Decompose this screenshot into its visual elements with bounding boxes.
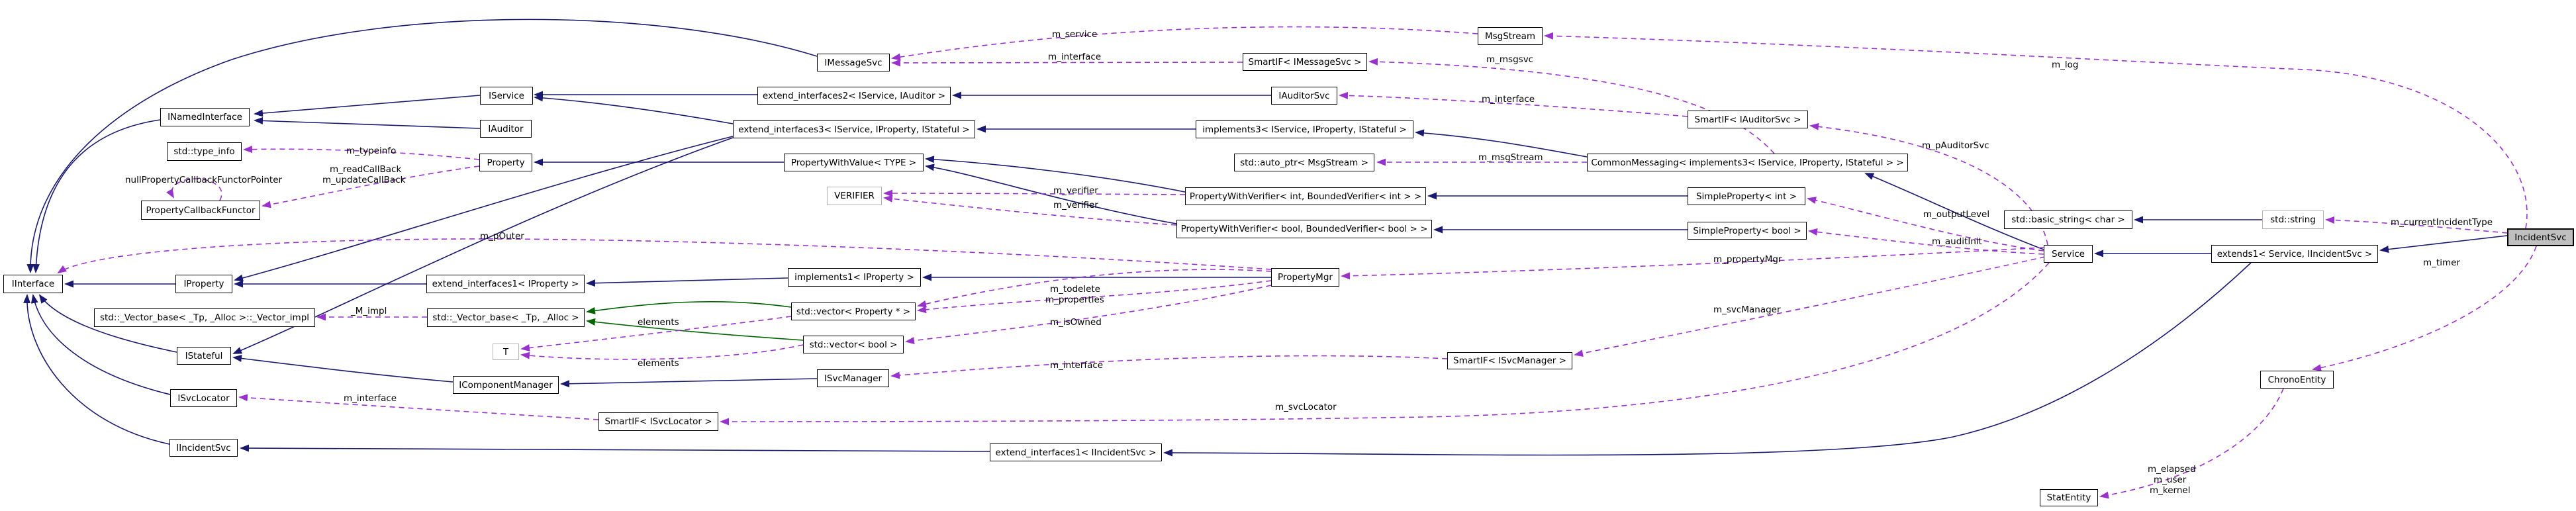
node-msgstream[interactable]: MsgStream	[1478, 27, 1543, 45]
node-propertycallbackfunctor[interactable]: PropertyCallbackFunctor	[141, 201, 260, 220]
edge-INamedInterface-to-IInterface	[36, 120, 160, 272]
node-statentity[interactable]: StatEntity	[2040, 489, 2098, 506]
node-pwv-bool[interactable]: PropertyWithVerifier< bool, BoundedVerifier< bool > >	[1176, 220, 1432, 238]
edge-ISvcManager-to-IComponentManager	[561, 379, 817, 384]
edge-SmartIFISvcManager-to-ISvcManager-m_interface	[892, 356, 1447, 376]
edge-IComponentManager-to-IStateful	[234, 357, 453, 382]
edge-IAuditor-to-INamedInterface	[255, 120, 480, 128]
edge-label-m-todelete: m_todelete	[1050, 284, 1100, 295]
edge-label-m-outputlevel: m_outputLevel	[1923, 209, 1990, 220]
edge-IMessageSvc-to-IInterface	[30, 19, 817, 272]
node-iauditorsvc[interactable]: IAuditorSvc	[1271, 87, 1337, 105]
node-extend-interfaces3[interactable]: extend_interfaces3< IService, IProperty, IStateful >	[733, 120, 975, 138]
edge-label-m-auditinit: m_auditInit	[1932, 236, 1982, 247]
node-implements3[interactable]: implements3< IService, IProperty, IStateful >	[1196, 120, 1413, 138]
node-simpleproperty-int[interactable]: SimpleProperty< int >	[1688, 187, 1805, 205]
edge-vectorBool-to-T-elements	[522, 345, 803, 359]
node-imessagesvc[interactable]: IMessageSvc	[817, 54, 890, 71]
node-icomponentmanager[interactable]: IComponentManager	[453, 376, 559, 394]
edge-Service-to-SmartIFISvcLocator-m_svcLocator	[721, 263, 2049, 422]
edge-extend_interfaces1_IIncidentSvc-to-IIncidentSvc	[241, 448, 990, 451]
node-propertywithvalue[interactable]: PropertyWithValue< TYPE >	[784, 154, 924, 171]
node-incidentsvc[interactable]: IncidentSvc	[2507, 228, 2574, 246]
edge-label-m-verifier: m_verifier	[1053, 185, 1098, 196]
edge-label-m-pauditorsvc: m_pAuditorSvc	[1922, 140, 1989, 151]
node-smartif-imessagesvc[interactable]: SmartIF< IMessageSvc >	[1243, 53, 1367, 71]
node-iservice[interactable]: IService	[480, 87, 533, 105]
edge-label-m-properties: m_properties	[1045, 295, 1104, 305]
edge-label-m-user: m_user	[2154, 475, 2187, 485]
edge-label-elements: elements	[638, 317, 679, 328]
edge-ChronoEntity-to-StatEntity	[2101, 389, 2283, 496]
edge-label-m-propertymgr: m_propertyMgr	[1713, 254, 1782, 265]
edge-Service-to-PropertyMgr-m_propertyMgr	[1342, 248, 2044, 276]
edge-label-m-interface: m_interface	[1050, 360, 1104, 371]
edge-Service-to-SmartIFISvcManager-m_svcManager	[1575, 257, 2045, 355]
node-service[interactable]: Service	[2044, 245, 2093, 263]
node-std-type-info[interactable]: std::type_info	[167, 142, 242, 161]
node-verifier[interactable]: VERIFIER	[827, 187, 882, 205]
edge-vectorProperty-to-VectorBase	[587, 302, 791, 312]
node-chronoentity[interactable]: ChronoEntity	[2260, 371, 2334, 389]
node-smartif-isvclocator[interactable]: SmartIF< ISvcLocator >	[598, 412, 718, 431]
edge-label-m-readcallback: m_readCallBack	[330, 164, 402, 175]
edge-Service-to-SimplePropertyBool-m_auditInit	[1809, 231, 2044, 254]
edge-IncidentSvc-to-extends1	[2381, 236, 2507, 250]
node-simpleproperty-bool[interactable]: SimpleProperty< bool >	[1688, 222, 1807, 240]
edge-SmartIFIMessageSvc-to-IMessageSvc-m_interface	[892, 62, 1243, 63]
edge-label-m-pouter: m_pOuter	[480, 231, 524, 242]
edge-implements1-to-extend_interfaces1	[587, 278, 788, 283]
edge-label-m-timer: m_timer	[2423, 257, 2460, 268]
node-isvclocator[interactable]: ISvcLocator	[170, 389, 237, 407]
node-iauditor[interactable]: IAuditor	[480, 120, 532, 138]
edge-PWVbool-to-VERIFIER-m_verifier	[884, 198, 1176, 225]
edge-label-m-service: m_service	[1052, 29, 1098, 40]
node-extend-interfaces1-iincidentsvc[interactable]: extend_interfaces1< IIncidentSvc >	[990, 443, 1162, 461]
edge-label-nullpropertycallbackfunctorpointer: nullPropertyCallbackFunctorPointer	[125, 175, 283, 185]
edge-label-m-currentincidenttype: m_currentIncidentType	[2391, 217, 2493, 228]
node-vector-base[interactable]: std::_Vector_base< _Tp, _Alloc >	[427, 308, 585, 327]
node-pwv-int[interactable]: PropertyWithVerifier< int, BoundedVerifier< int > >	[1185, 187, 1426, 205]
edge-label-m-updatecallback: m_updateCallBack	[322, 175, 406, 185]
node-std-string[interactable]: std::string	[2262, 210, 2324, 229]
node-auto-ptr-msgstream[interactable]: std::auto_ptr< MsgStream >	[1234, 154, 1374, 171]
edge-label-m-interface: m_interface	[1048, 52, 1102, 62]
edge-label-m-typeinfo: m_typeinfo	[346, 146, 397, 156]
edge-label-m-msgstream: m_msgStream	[1478, 152, 1543, 163]
node-propertymgr[interactable]: PropertyMgr	[1271, 268, 1339, 287]
edge-label-elements: elements	[638, 358, 679, 369]
node-extend-interfaces2[interactable]: extend_interfaces2< IService, IAuditor >	[757, 87, 951, 105]
edge-label-m-isowned: m_isOwned	[1050, 317, 1102, 328]
edge-IService-to-INamedInterface	[255, 95, 480, 114]
node-extend-interfaces1-iproperty[interactable]: extend_interfaces1< IProperty >	[426, 275, 585, 293]
node-vector-base-impl[interactable]: std::_Vector_base< _Tp, _Alloc >::_Vector_impl	[94, 308, 315, 327]
edge-label--m-impl: _M_impl	[351, 306, 387, 316]
node-t-param[interactable]: T	[493, 344, 519, 360]
node-property[interactable]: Property	[479, 154, 532, 171]
node-iincidentsvc[interactable]: IIncidentSvc	[169, 439, 238, 457]
edge-label-m-msgsvc: m_msgsvc	[1486, 54, 1534, 65]
edge-extend_interfaces3-to-IService	[535, 97, 733, 124]
edge-vectorBool-to-VectorBase	[587, 321, 803, 340]
node-smartif-iauditorsvc[interactable]: SmartIF< IAuditorSvc >	[1688, 111, 1808, 128]
edge-label-m-elapsed: m_elapsed	[2148, 464, 2196, 475]
edge-PropertyMgr-to-IInterface-m_pOuter	[58, 239, 1271, 273]
edge-SmartIFISvcLocator-to-ISvcLocator-m_interface	[240, 397, 598, 420]
node-implements1-iproperty[interactable]: implements1< IProperty >	[788, 268, 921, 287]
node-extends1[interactable]: extends1< Service, IIncidentSvc >	[2211, 245, 2378, 263]
edge-label-m-verifier: m_verifier	[1053, 200, 1098, 210]
node-commonmessaging[interactable]: CommonMessaging< implements3< IService, IProperty, IStateful > >	[1587, 154, 1908, 171]
edge-extends1-to-extend_interfaces1_IIncidentSvc	[1165, 263, 2251, 455]
node-inamedinterface[interactable]: INamedInterface	[160, 108, 250, 126]
node-istateful[interactable]: IStateful	[177, 347, 231, 365]
edge-label-m-interface: m_interface	[344, 393, 397, 404]
node-vector-property[interactable]: std::vector< Property * >	[791, 302, 916, 320]
edge-MsgStream-to-IMessageSvc-m_service	[892, 27, 1478, 58]
node-isvcmanager[interactable]: ISvcManager	[817, 369, 889, 387]
node-vector-bool[interactable]: std::vector< bool >	[803, 336, 904, 353]
edge-PWVint-to-VERIFIER-m_verifier	[884, 193, 1185, 195]
node-iproperty[interactable]: IProperty	[175, 275, 232, 293]
node-basic-string[interactable]: std::basic_string< char >	[2004, 210, 2132, 229]
edge-label-m-log: m_log	[2052, 60, 2079, 70]
edge-label-m-svcmanager: m_svcManager	[1713, 304, 1781, 315]
edge-label-m-interface: m_interface	[1482, 94, 1535, 105]
edge-label-m-kernel: m_kernel	[2150, 485, 2191, 496]
node-iinterface[interactable]: IInterface	[3, 275, 63, 293]
node-smartif-isvcmanager[interactable]: SmartIF< ISvcManager >	[1447, 352, 1572, 369]
edge-label-m-svclocator: m_svcLocator	[1275, 402, 1337, 412]
